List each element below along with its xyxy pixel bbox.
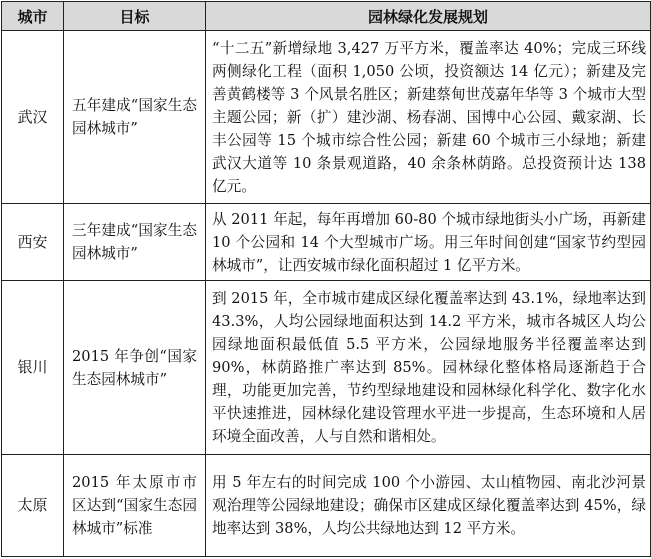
city-cell: 太原 — [2, 455, 64, 557]
header-row — [2, 2, 651, 31]
plan-cell: 从 2011 年起，每年再增加 60-80 个城市绿地街头小广场，再新建 10 个公园和 14 个大型城市广场。用三年时间创建“国家节约型园林城市”，让西安城市绿化面积超过 1 亿平方米。 — [206, 204, 651, 281]
header-city: 城市 — [2, 2, 64, 31]
plan-cell: “十二五”新增绿地 3,427 万平方米，覆盖率达 40%；完成三环线两侧绿化工程（面积 1,050 公顷，投资额达 14 亿元）；新建及完善黄鹤楼等 3 个风景名胜区；新建蔡甸世茂嘉年华等 3 个城市大型主题公园；新（扩）建沙湖、杨春湖、国博中心公园、戴家湖、长丰公园等 15 个城市综合性公园；新建 60 个城市三小绿地；新建武汉大道等 10 条景观道路，40 余条林荫路。总投资预计达 138 亿元。 — [206, 31, 651, 204]
city-cell: 银川 — [2, 281, 64, 455]
goal-cell: 三年建成“国家生态园林城市” — [64, 204, 206, 281]
city-cell: 西安 — [2, 204, 64, 281]
table-row — [2, 281, 651, 455]
goal-cell: 2015 年争创“国家生态园林城市” — [64, 281, 206, 455]
goal-cell: 五年建成“国家生态园林城市” — [64, 31, 206, 204]
plan-cell: 到 2015 年，全市城市建成区绿化覆盖率达到 43.1%，绿地率达到 43.3%，人均公园绿地面积达到 14.2 平方米，城市各城区人均公园绿地面积最低值 5.5 平方米，公园绿地服务半径覆盖率达到 90%，林荫路推广率达到 85%。园林绿化整体格局逐渐趋于合理，功能更加完善，节约型绿地建设和园林绿化科学化、数字化水平快速推进，园林绿化建设管理水平进一步提高，生态环境和人居环境全面改善，人与自然和谐相处。 — [206, 281, 651, 455]
table-row — [2, 31, 651, 204]
plan-cell: 用 5 年左右的时间完成 100 个小游园、太山植物园、南北沙河景观治理等公园绿地建设；确保市区建成区绿化覆盖率达到 45%，绿地率达到 38%，人均公共绿地达到 12 平方米。 — [206, 455, 651, 557]
table-row — [2, 455, 651, 557]
header-goal: 目标 — [64, 2, 206, 31]
goal-cell: 2015 年太原市市区达到“国家生态园林城市”标准 — [64, 455, 206, 557]
header-plan: 园林绿化发展规划 — [206, 2, 651, 31]
greening-plan-table — [1, 1, 651, 557]
city-cell: 武汉 — [2, 31, 64, 204]
table-row — [2, 204, 651, 281]
